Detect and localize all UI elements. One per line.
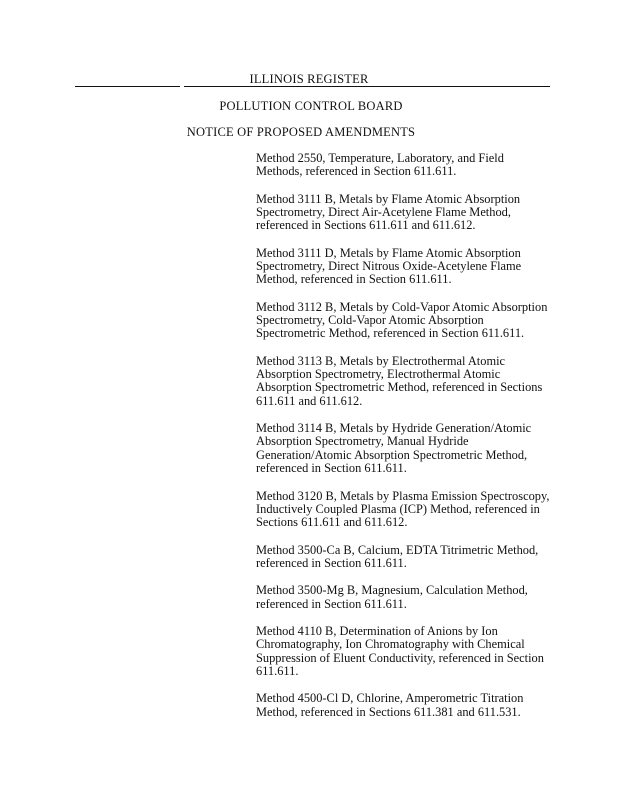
- notice-title: NOTICE OF PROPOSED AMENDMENTS: [186, 125, 416, 139]
- method-item: Method 3120 B, Metals by Plasma Emission Spectroscopy, Inductively Coupled Plasma (ICP) Method, referenced in Sections 611.611 and 611.612.: [256, 488, 550, 530]
- register-title: ILLINOIS REGISTER: [249, 72, 369, 86]
- method-item: Method 4500-Cl D, Chlorine, Amperometric Titration Method, referenced in Sections 611.381 and 611.531.: [256, 691, 524, 719]
- method-item: Method 3113 B, Metals by Electrothermal Atomic Absorption Spectrometry, Electrothermal Atomic Absorption Spectrometric Method, referenced in Sections 611.611 and 611.612.: [256, 353, 543, 408]
- method-item: Method 3500-Mg B, Magnesium, Calculation Method, referenced in Section 611.611.: [256, 583, 528, 611]
- method-item: Method 3112 B, Metals by Cold-Vapor Atomic Absorption Spectrometry, Cold-Vapor Atomic Absorption Spectrometric Method, referenced in Section 611.611.: [256, 299, 548, 341]
- method-item: Method 3111 D, Metals by Flame Atomic Absorption Spectrometry, Direct Nitrous Oxide-Acetylene Flame Method, referenced in Section 611.611.: [256, 245, 522, 287]
- header-divider: [75, 86, 550, 87]
- method-item: Method 2550, Temperature, Laboratory, and Field Methods, referenced in Section 611.611.: [256, 151, 504, 179]
- method-item: Method 3111 B, Metals by Flame Atomic Absorption Spectrometry, Direct Air-Acetylene Flame Method, referenced in Sections 611.611 and 611.612.: [256, 191, 521, 233]
- method-item: Method 4110 B, Determination of Anions by Ion Chromatography, Ion Chromatography with Chemical Suppression of Eluent Conductivity, referenced in Section 611.611.: [256, 623, 544, 678]
- board-name: POLLUTION CONTROL BOARD: [219, 99, 403, 113]
- method-item: Method 3114 B, Metals by Hydride Generation/Atomic Absorption Spectrometry, Manual Hydride Generation/Atomic Absorption Spectrometric Method, referenced in Section 611.611.: [256, 421, 532, 476]
- method-item: Method 3500-Ca B, Calcium, EDTA Titrimetric Method, referenced in Section 611.611.: [256, 542, 539, 570]
- method-list: [256, 152, 552, 733]
